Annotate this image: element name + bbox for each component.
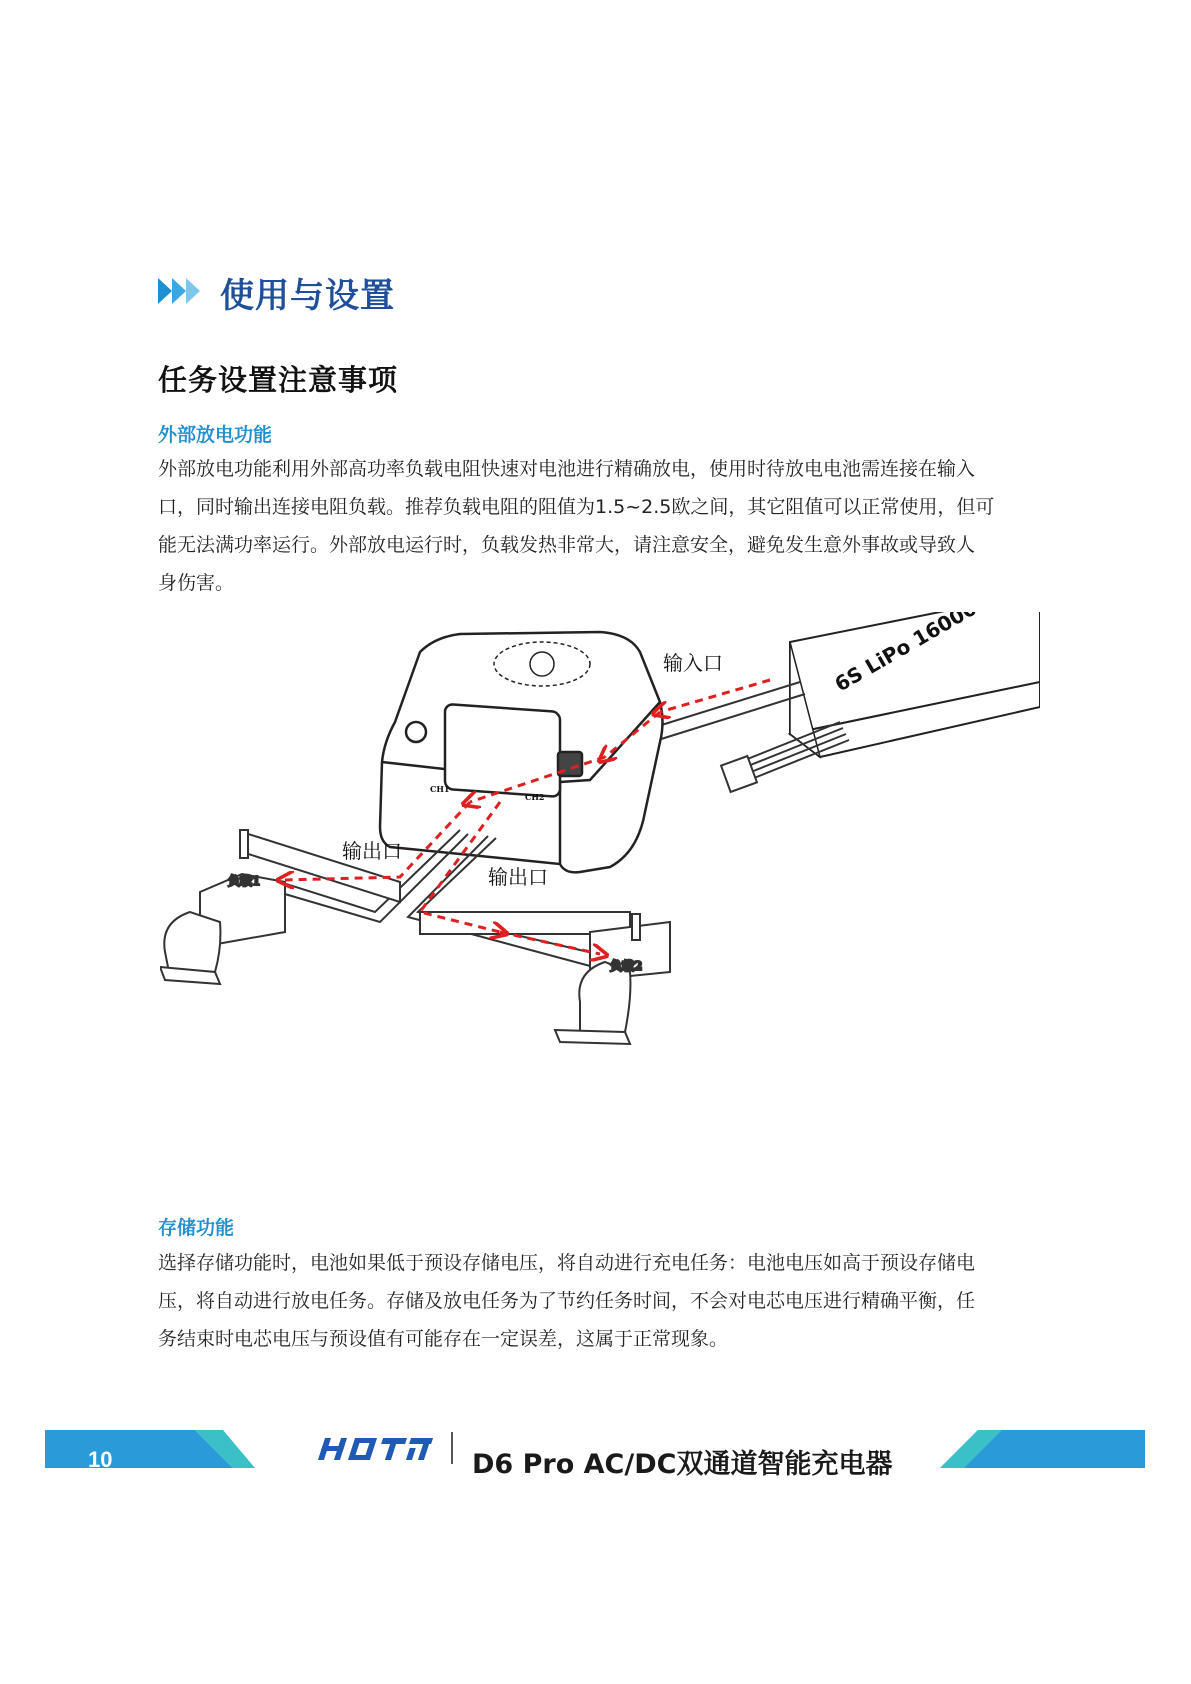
hota-logo (313, 1432, 433, 1466)
load-2-rig (420, 912, 670, 1044)
page-number: 10 (88, 1447, 113, 1472)
discharge-line: 外部放电功能利用外部高功率负载电阻快速对电池进行精确放电，使用时待放电电池需连接在输入 (158, 458, 976, 480)
storage-paragraph (158, 1244, 1038, 1358)
load-2-label: 负载2 (610, 959, 643, 973)
storage-line: 选择存储功能时，电池如果低于预设存储电压，将自动进行充电任务：电池电压如高于预设存储电 (158, 1252, 976, 1274)
storage-line: 压，将自动进行放电任务。存储及放电任务为了节约任务时间，不会对电芯电压进行精确平衡，任 (158, 1290, 976, 1312)
discharge-line: 身伤害。 (158, 572, 235, 594)
footer-divider (451, 1432, 453, 1464)
ch1-label: CH1 (430, 784, 450, 794)
load-1-label: 负载1 (228, 874, 261, 888)
discharge-heading: 外部放电功能 (158, 424, 273, 446)
footer-left-band (45, 1430, 255, 1468)
storage-heading: 存储功能 (158, 1217, 235, 1239)
product-name: D6 Pro AC/DC双通道智能充电器 (472, 1449, 893, 1480)
page-subtitle: 任务设置注意事项 (158, 363, 399, 397)
discharge-diagram (160, 612, 1040, 1172)
output-port-label-2: 输出口 (488, 865, 548, 889)
balance-lead (721, 722, 849, 792)
input-cable (655, 682, 805, 740)
output-port-label-1: 输出口 (342, 839, 402, 863)
storage-line: 务结束时电芯电压与预设值有可能存在一定误差，这属于正常现象。 (158, 1328, 729, 1350)
input-port-label: 输入口 (663, 651, 723, 675)
charger-body (380, 632, 663, 872)
discharge-paragraph (158, 450, 1038, 602)
section-header (158, 278, 204, 308)
double-chevron-icon (158, 278, 204, 304)
discharge-line: 口，同时输出连接电阻负载。推荐负载电阻的阻值为1.5~2.5欧之间，其它阻值可以正常使用，但可 (158, 496, 995, 518)
section-title: 使用与设置 (220, 276, 395, 316)
discharge-line: 能无法满功率运行。外部放电运行时，负载发热非常大，请注意安全，避免发生意外事故或导致人 (158, 534, 976, 556)
footer-right-band (940, 1430, 1145, 1468)
ch2-label: CH2 (525, 792, 545, 802)
